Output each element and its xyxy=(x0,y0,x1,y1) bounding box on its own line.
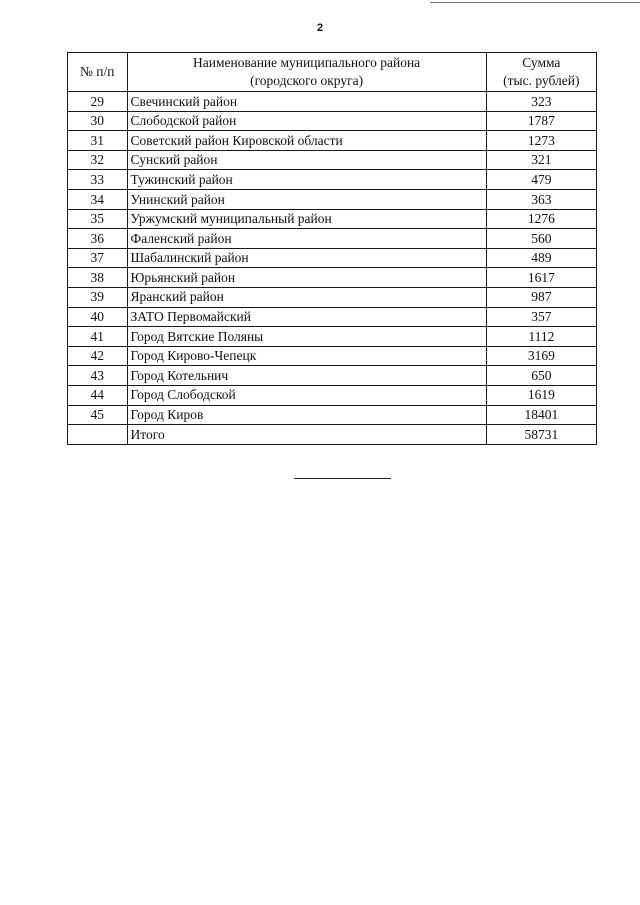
row-name: Уржумский муниципальный район xyxy=(127,209,486,229)
row-num: 32 xyxy=(68,150,128,170)
table-header xyxy=(68,53,597,92)
table-body xyxy=(68,92,597,445)
header-name xyxy=(127,53,486,92)
row-sum: 323 xyxy=(486,92,596,112)
table-row xyxy=(68,189,597,209)
row-name: Яранский район xyxy=(127,287,486,307)
row-num: 35 xyxy=(68,209,128,229)
header-sum-line2: (тыс. рублей) xyxy=(503,73,580,88)
row-sum: 1276 xyxy=(486,209,596,229)
row-name: Сунский район xyxy=(127,150,486,170)
row-name: Унинский район xyxy=(127,189,486,209)
row-num: 33 xyxy=(68,170,128,190)
top-edge-line xyxy=(430,2,640,3)
table-row xyxy=(68,248,597,268)
header-name-line1: Наименование муниципального района xyxy=(193,55,421,70)
row-num: 37 xyxy=(68,248,128,268)
end-rule-divider xyxy=(294,478,391,479)
row-num: 44 xyxy=(68,385,128,405)
row-name: Город Киров xyxy=(127,405,486,425)
row-num: 40 xyxy=(68,307,128,327)
row-sum: 363 xyxy=(486,189,596,209)
table-row xyxy=(68,131,597,151)
row-name: Город Котельнич xyxy=(127,366,486,386)
header-sum-line1: Сумма xyxy=(522,55,561,70)
row-sum: 479 xyxy=(486,170,596,190)
row-sum: 18401 xyxy=(486,405,596,425)
row-num: 34 xyxy=(68,189,128,209)
header-num: № п/п xyxy=(68,53,128,92)
table-row xyxy=(68,150,597,170)
total-sum: 58731 xyxy=(486,425,596,445)
row-name: Советский район Кировской области xyxy=(127,131,486,151)
table-row xyxy=(68,405,597,425)
row-num: 31 xyxy=(68,131,128,151)
row-num: 39 xyxy=(68,287,128,307)
table-row xyxy=(68,229,597,249)
row-sum: 1619 xyxy=(486,385,596,405)
row-sum: 1273 xyxy=(486,131,596,151)
row-name: Свечинский район xyxy=(127,92,486,112)
total-label: Итого xyxy=(127,425,486,445)
table-row xyxy=(68,287,597,307)
table-row xyxy=(68,346,597,366)
row-sum: 560 xyxy=(486,229,596,249)
row-sum: 1787 xyxy=(486,111,596,131)
table-row xyxy=(68,111,597,131)
row-num: 30 xyxy=(68,111,128,131)
row-sum: 987 xyxy=(486,287,596,307)
table-row xyxy=(68,268,597,288)
row-num: 41 xyxy=(68,327,128,347)
row-name: ЗАТО Первомайский xyxy=(127,307,486,327)
table-row xyxy=(68,209,597,229)
row-name: Слободской район xyxy=(127,111,486,131)
row-name: Фаленский район xyxy=(127,229,486,249)
row-num: 43 xyxy=(68,366,128,386)
row-name: Город Кирово-Чепецк xyxy=(127,346,486,366)
row-name: Город Слободской xyxy=(127,385,486,405)
row-sum: 3169 xyxy=(486,346,596,366)
row-num: 45 xyxy=(68,405,128,425)
row-sum: 489 xyxy=(486,248,596,268)
header-sum xyxy=(486,53,596,92)
row-name: Город Вятские Поляны xyxy=(127,327,486,347)
row-num: 36 xyxy=(68,229,128,249)
row-sum: 321 xyxy=(486,150,596,170)
row-name: Шабалинский район xyxy=(127,248,486,268)
row-num: 29 xyxy=(68,92,128,112)
row-num: 38 xyxy=(68,268,128,288)
table-row xyxy=(68,170,597,190)
total-row xyxy=(68,425,597,445)
table-row xyxy=(68,327,597,347)
row-sum: 357 xyxy=(486,307,596,327)
row-num: 42 xyxy=(68,346,128,366)
page-number: 2 xyxy=(316,22,324,34)
row-name: Юрьянский район xyxy=(127,268,486,288)
table-row xyxy=(68,92,597,112)
table-row xyxy=(68,385,597,405)
row-sum: 1112 xyxy=(486,327,596,347)
header-name-line2: (городского округа) xyxy=(250,73,364,88)
row-sum: 1617 xyxy=(486,268,596,288)
row-sum: 650 xyxy=(486,366,596,386)
budget-table xyxy=(67,52,597,445)
table-row xyxy=(68,307,597,327)
table-row xyxy=(68,366,597,386)
row-name: Тужинский район xyxy=(127,170,486,190)
header-row xyxy=(68,53,597,92)
total-num-cell xyxy=(68,425,128,445)
